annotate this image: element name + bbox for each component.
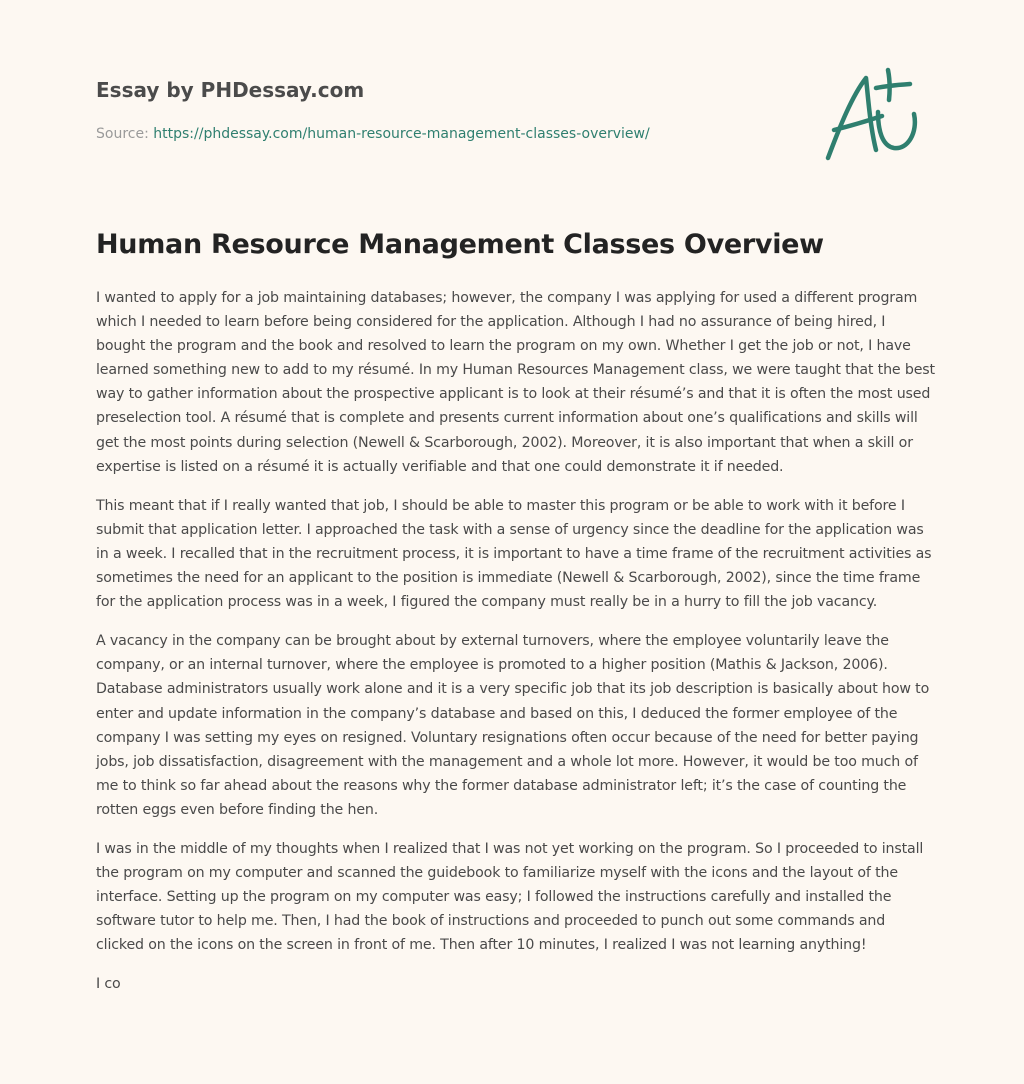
essay-title: Human Resource Management Classes Overview xyxy=(96,229,824,260)
essay-paragraph: This meant that if I really wanted that job, I should be able to master this program or be able to work with it before I submit that application letter. I approached the task with a sense of urgency since the deadline for the application was in a week. I recalled that in the recruitment process, it is important to have a time frame of the recruitment activities as sometimes the need for an applicant to the position is immediate (Newell & Scarborough, 2002), since the time frame for the application process was in a week, I figured the company must really be in a hurry to fill the job vacancy. xyxy=(96,497,932,611)
essay-paragraph: I wanted to apply for a job maintaining databases; however, the company I was applying for used a different program which I needed to learn before being considered for the application. Although I had no assurance of being hired, I bought the program and the book and resolved to learn the program on my own. Whether I get the job or not, I have learned something new to add to my résumé. In my Human Resources Management class, we were taught that the best way to gather information about the prospective applicant is to look at their résumé’s and that it is often the most used preselection tool. A résumé that is complete and presents current information about one’s qualifications and skills will get the most points during selection (Newell & Scarborough, 2002). Moreover, it is also important that when a skill or expertise is listed on a résumé it is actually verifiable and that one could demonstrate it if needed. xyxy=(96,290,935,475)
source-label: Source: xyxy=(96,126,149,142)
source-line xyxy=(96,124,650,144)
essay-paragraph: A vacancy in the company can be brought about by external turnovers, where the employee voluntarily leave the company, or an internal turnover, where the employee is promoted to a higher position (Mathis & Jackson, 2006). Database administrators usually work alone and it is a very specific job that its job description is basically about how to enter and update information in the company’s database and based on this, I deduced the former employee of the company I was setting my eyes on resigned. Voluntary resignations often occur because of the need for better paying jobs, job dissatisfaction, disagreement with the management and a whole lot more. However, it would be too much of me to think so far ahead about the reasons why the former database administrator left; it’s the case of counting the rotten eggs even before finding the hen. xyxy=(96,633,930,818)
a-plus-grade-icon xyxy=(820,66,932,166)
brand-title: Essay by PHDessay.com xyxy=(96,78,365,102)
essay-paragraph: I co xyxy=(96,976,121,993)
site-header xyxy=(96,76,696,104)
essay-paragraph: I was in the middle of my thoughts when I realized that I was not yet working on the program. So I proceeded to install the program on my computer and scanned the guidebook to familiarize myself with the icons and the layout of the interface. Setting up the program on my computer was easy; I followed the instructions carefully and installed the software tutor to help me. Then, I had the book of instructions and proceeded to punch out some commands and clicked on the icons on the screen in front of me. Then after 10 minutes, I realized I was not learning anything! xyxy=(96,840,924,954)
essay-body xyxy=(96,286,936,1012)
source-link[interactable]: https://phdessay.com/human-resource-management-classes-overview/ xyxy=(153,126,650,142)
